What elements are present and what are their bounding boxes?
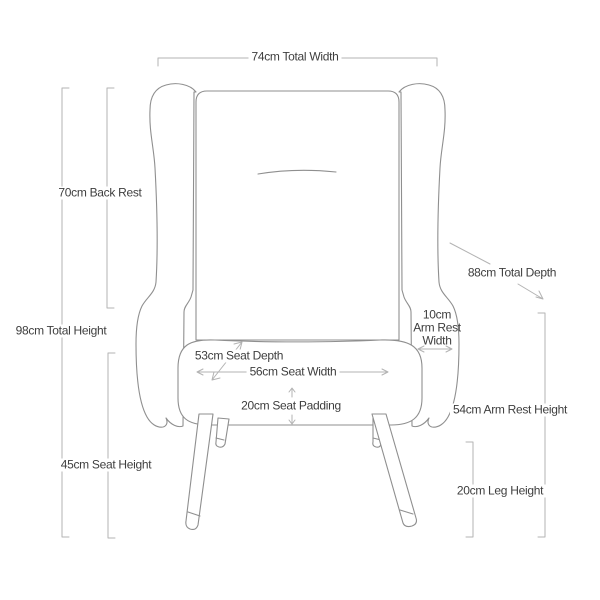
arm-rest-width-label-line1: 10cm xyxy=(422,307,452,322)
back-rest-label: 70cm Back Rest xyxy=(55,187,144,200)
arm-rest-height-label: 54cm Arm Rest Height xyxy=(450,404,570,417)
seat-padding-label: 20cm Seat Padding xyxy=(238,400,344,413)
total-height-label: 98cm Total Height xyxy=(13,325,110,338)
total-width-label: 74cm Total Width xyxy=(248,51,341,64)
arm-rest-width-label xyxy=(412,309,462,348)
total-depth-label: 88cm Total Depth xyxy=(465,267,559,280)
arm-rest-width-label-line2: Arm Rest xyxy=(413,320,461,335)
front-right-leg xyxy=(372,414,417,527)
seat-height-label: 45cm Seat Height xyxy=(58,459,155,472)
seat-width-label: 56cm Seat Width xyxy=(247,366,340,379)
arm-rest-height-dimension-line xyxy=(538,313,545,537)
seat-height-dimension-line xyxy=(108,353,115,538)
leg-height-label: 20cm Leg Height xyxy=(454,485,546,498)
arm-rest-width-label-line3: Width xyxy=(422,333,452,348)
seat-depth-label: 53cm Seat Depth xyxy=(192,350,286,363)
back-left-leg xyxy=(216,418,229,447)
backrest-outline xyxy=(196,91,399,340)
